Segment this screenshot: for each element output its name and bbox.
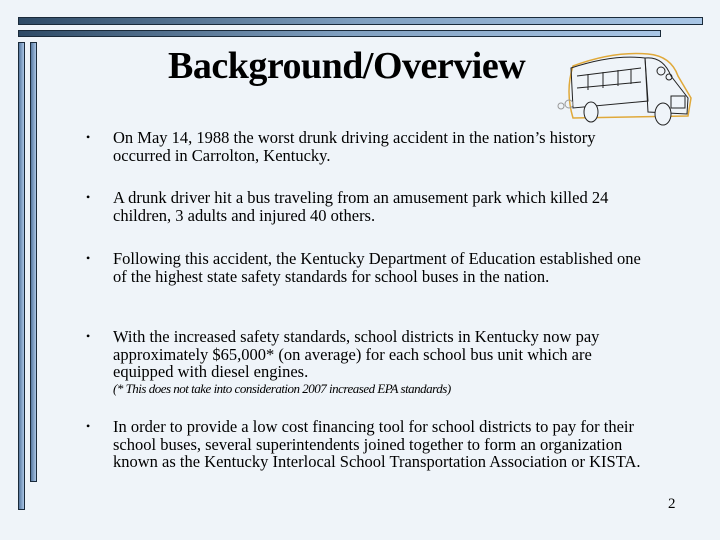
decorative-vbar-left [18,42,25,510]
bullet-text: With the increased safety standards, school districts in Kentucky now pay approximately $65,000* (on average) for each school bus unit which are equipped with diesel engines. [113,327,600,381]
page-number: 2 [668,496,676,512]
footnote: (* This does not take into consideration 2007 increased EPA standards) [113,381,451,396]
school-bus-icon [553,46,693,126]
bullet-item [86,418,646,471]
slide-title: Background/Overview [168,45,526,87]
decorative-vbar-right [30,42,37,482]
bullet-text: In order to provide a low cost financing tool for school districts to pay for their school buses, several superintendents joined together to form an organization known as the Kentucky Interlocal School Transportation Association or KISTA. [113,417,641,471]
bullet-text: Following this accident, the Kentucky Department of Education established one of the highest state safety standards for school buses in the nation. [113,249,641,286]
bullet-item [86,189,646,224]
bullet-item [86,328,646,381]
bullet-marker: • [86,190,91,204]
bullet-item [86,129,646,164]
bullet-marker: • [86,419,91,433]
bullet-item [86,250,646,285]
bullet-marker: • [86,329,91,343]
bullet-text: On May 14, 1988 the worst drunk driving accident in the nation’s history occurred in Carrolton, Kentucky. [113,128,596,165]
bullet-marker: • [86,130,91,144]
decorative-bar-second [18,30,661,37]
bullet-text: A drunk driver hit a bus traveling from an amusement park which killed 24 children, 3 adults and injured 40 others. [113,188,609,225]
bullet-marker: • [86,251,91,265]
decorative-bar-top [18,17,703,25]
